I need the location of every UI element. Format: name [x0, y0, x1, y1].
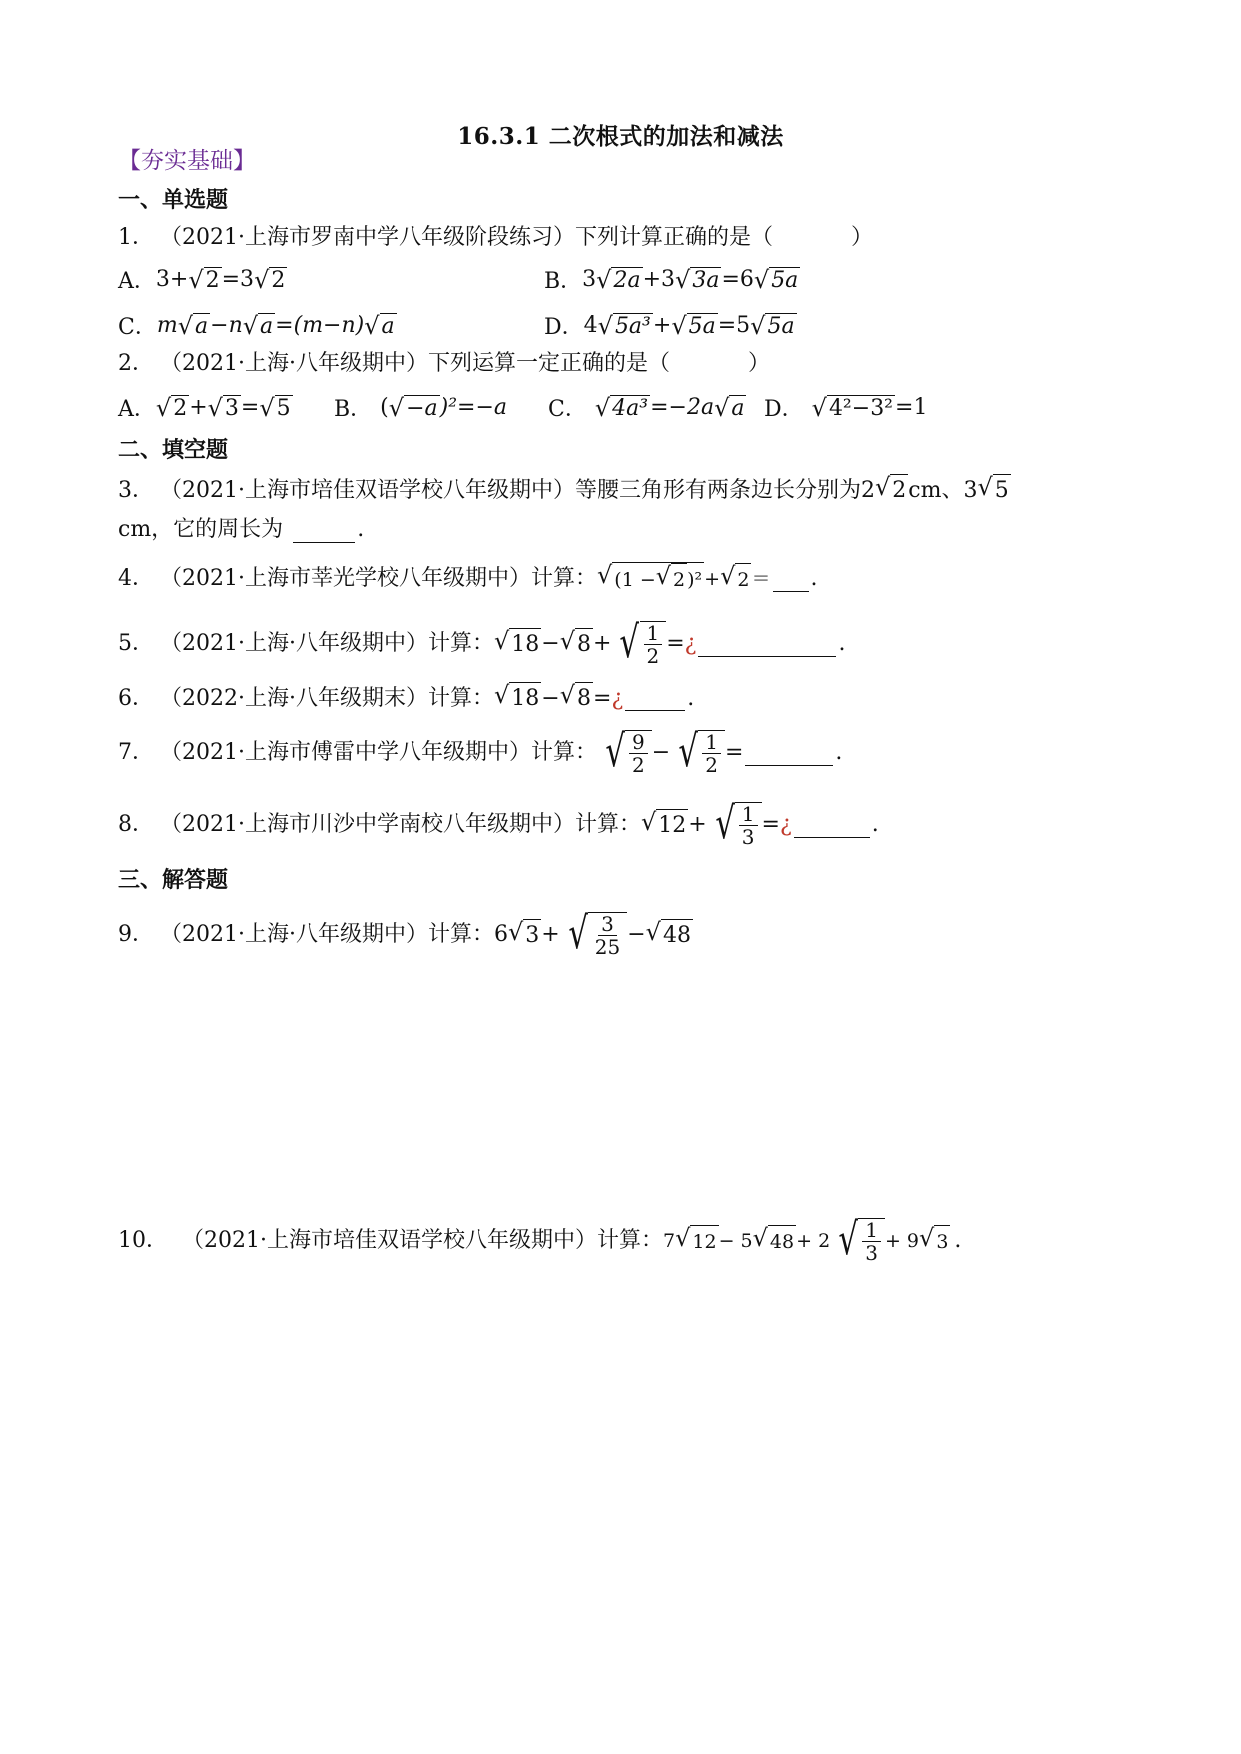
option-2d: D． √ 4²−3² =1: [764, 393, 928, 422]
question-source: （2021·上海市傅雷中学八年级期中）计算：: [160, 740, 597, 765]
question-number: 2．: [118, 351, 154, 376]
radical: √ a: [364, 311, 395, 340]
radical: √ 5a: [750, 311, 795, 340]
question-number: 5．: [118, 631, 154, 656]
radical: √ 2a: [596, 265, 641, 294]
radical: √ 48: [646, 919, 693, 952]
question-1: 1． （2021·上海市罗南中学八年级阶段练习）下列计算正确的是（ ）: [118, 222, 873, 254]
option-2b: B． ( √ −a )²=−a: [334, 393, 508, 422]
question-number: 3．: [118, 477, 154, 503]
radical: √ 2: [254, 265, 286, 294]
answer-blank[interactable]: [293, 518, 355, 543]
radical: √ $\frac{1}{3}$: [707, 802, 762, 848]
fraction: $\frac{3}{25}$: [594, 912, 621, 959]
radical: √ 8: [560, 628, 593, 661]
radical: √ 12: [641, 809, 688, 842]
page-title: 16.3.1 二次根式的加法和减法: [457, 123, 784, 150]
radical: √ 48: [753, 1225, 796, 1258]
radical: √ $\frac{1}{3}$: [830, 1218, 885, 1264]
question-7: 7． （2021·上海市傅雷中学八年级期中）计算： √ $\frac{9}{2}$ − √ $\frac{1}{2}$ = .: [118, 726, 843, 777]
option-1d: D． 4 √ 5a³ + √ 5a =5 √ 5a: [544, 311, 795, 340]
question-5: 5． （2021·上海·八年级期中）计算： √ 18 − √ 8 + √ $\frac{1}{2}$ = ¿ .: [118, 617, 846, 668]
radical: √ 3: [508, 919, 541, 952]
question-source: （2021·上海市培佳双语学校八年级期中）计算：: [182, 1228, 663, 1253]
fraction: $\frac{1}{2}$: [702, 731, 721, 776]
question-source: （2021·上海市培佳双语学校八年级期中）等腰三角形有两条边长分别为2: [160, 477, 875, 503]
radical: √ a: [714, 393, 745, 422]
radical: √ $\frac{9}{2}$: [597, 730, 652, 776]
radical: √ 8: [560, 682, 593, 715]
radical: √ 5: [977, 474, 1010, 507]
radical: √ 4²−3²: [811, 393, 894, 422]
option-1c: C． m √ a −n √ a =(m−n) √ a: [118, 311, 395, 340]
answer-blank[interactable]: [625, 686, 685, 711]
radical: √ 5a³: [597, 311, 651, 340]
question-source: （2021·上海·八年级期中）计算：: [160, 922, 494, 947]
radical: √ −a: [388, 393, 438, 422]
radical: √ 5a: [753, 265, 799, 294]
option-1b: B． 3 √ 2a +3 √ 3a =6 √ 5a: [544, 265, 799, 294]
radical: √ 5: [259, 393, 291, 422]
question-10: 10． （2021·上海市培佳双语学校八年级期中）计算： 7 √ 12 − 5 √ 48 + 2 √ $\frac{1}{3}$ + 9 √ 3 .: [118, 1214, 962, 1265]
radical: √ 3: [207, 393, 239, 422]
fraction: $\frac{1}{2}$: [644, 622, 663, 667]
radical: √ 5a: [671, 311, 716, 340]
section-heading-single-choice: 一、单选题: [118, 187, 229, 213]
radical: √ 18: [494, 682, 541, 715]
section-heading-solve: 三、解答题: [118, 867, 229, 893]
section-tag: 【夯实基础】: [118, 148, 256, 174]
radical: √ 12: [675, 1225, 718, 1258]
radical: √ 4a³: [594, 393, 649, 422]
question-source: （2021·上海市莘光学校八年级期中）计算：: [160, 566, 597, 591]
question-2: 2． （2021·上海·八年级期中）下列运算一定正确的是（ ）: [118, 348, 770, 380]
fraction: $\frac{1}{3}$: [739, 803, 758, 848]
radical: √ 2: [720, 563, 751, 596]
question-source: （2021·上海市罗南中学八年级阶段练习）下列计算正确的是（: [160, 225, 773, 250]
question-number: 4．: [118, 566, 154, 591]
question-3: 3． （2021·上海市培佳双语学校八年级期中）等腰三角形有两条边长分别为2 √ 2 cm、3 √ 5: [118, 474, 1011, 507]
question-source: （2022·上海·八年级期末）计算：: [160, 685, 494, 711]
radical: √ 2: [155, 393, 188, 422]
question-source: （2021·上海市川沙中学南校八年级期中）计算：: [160, 812, 641, 837]
question-source: （2021·上海·八年级期中）计算：: [160, 631, 494, 656]
radical: √ a: [177, 311, 209, 340]
radical: √ 2: [875, 474, 908, 507]
question-3-line2: cm，它的周长为 .: [118, 517, 365, 542]
question-number: 9．: [118, 922, 154, 947]
question-6: 6． （2022·上海·八年级期末）计算： √ 18 − √ 8 = ¿ .: [118, 682, 694, 715]
question-9: 9． （2021·上海·八年级期中）计算： 6 √ 3 + √ $\frac{3}{25}$ − √ 48: [118, 908, 691, 959]
answer-blank[interactable]: [794, 813, 870, 838]
radical: √ 3a: [675, 265, 720, 294]
question-8: 8． （2021·上海市川沙中学南校八年级期中）计算： √ 12 + √ $\frac{1}{3}$ = ¿ .: [118, 798, 879, 849]
question-4: 4． （2021·上海市莘光学校八年级期中）计算： √ (1 − √ 2 )² + √ 2 ＝ .: [118, 562, 818, 596]
radical: √ $\frac{1}{2}$: [611, 621, 666, 667]
radical: √ $\frac{3}{25}$: [560, 912, 628, 958]
radical: √ 18: [494, 628, 541, 661]
radical: √ (1 − √ 2 )²: [597, 562, 704, 596]
question-number: 8．: [118, 812, 154, 837]
radical: √ 3: [919, 1225, 950, 1258]
question-number: 6．: [118, 685, 154, 711]
question-number: 10．: [118, 1228, 168, 1253]
answer-blank[interactable]: [745, 741, 833, 766]
answer-blank[interactable]: [773, 567, 809, 592]
question-source: （2021·上海·八年级期中）下列运算一定正确的是（: [160, 351, 670, 376]
radical: √ a: [242, 311, 274, 340]
option-2c: C． √ 4a³ =−2a √ a: [548, 393, 745, 422]
fraction: $\frac{9}{2}$: [629, 731, 648, 776]
answer-blank[interactable]: [698, 632, 836, 657]
radical: √ 2: [188, 265, 220, 294]
question-number: 1．: [118, 225, 154, 250]
fraction: $\frac{1}{3}$: [862, 1219, 881, 1264]
question-number: 7．: [118, 740, 154, 765]
section-heading-fill-blank: 二、填空题: [118, 437, 229, 463]
option-2a: A． √ 2 + √ 3 = √ 5: [118, 393, 291, 422]
radical: √ $\frac{1}{2}$: [670, 730, 725, 776]
option-1a: A． 3+ √ 2 =3 √ 2: [118, 265, 286, 294]
